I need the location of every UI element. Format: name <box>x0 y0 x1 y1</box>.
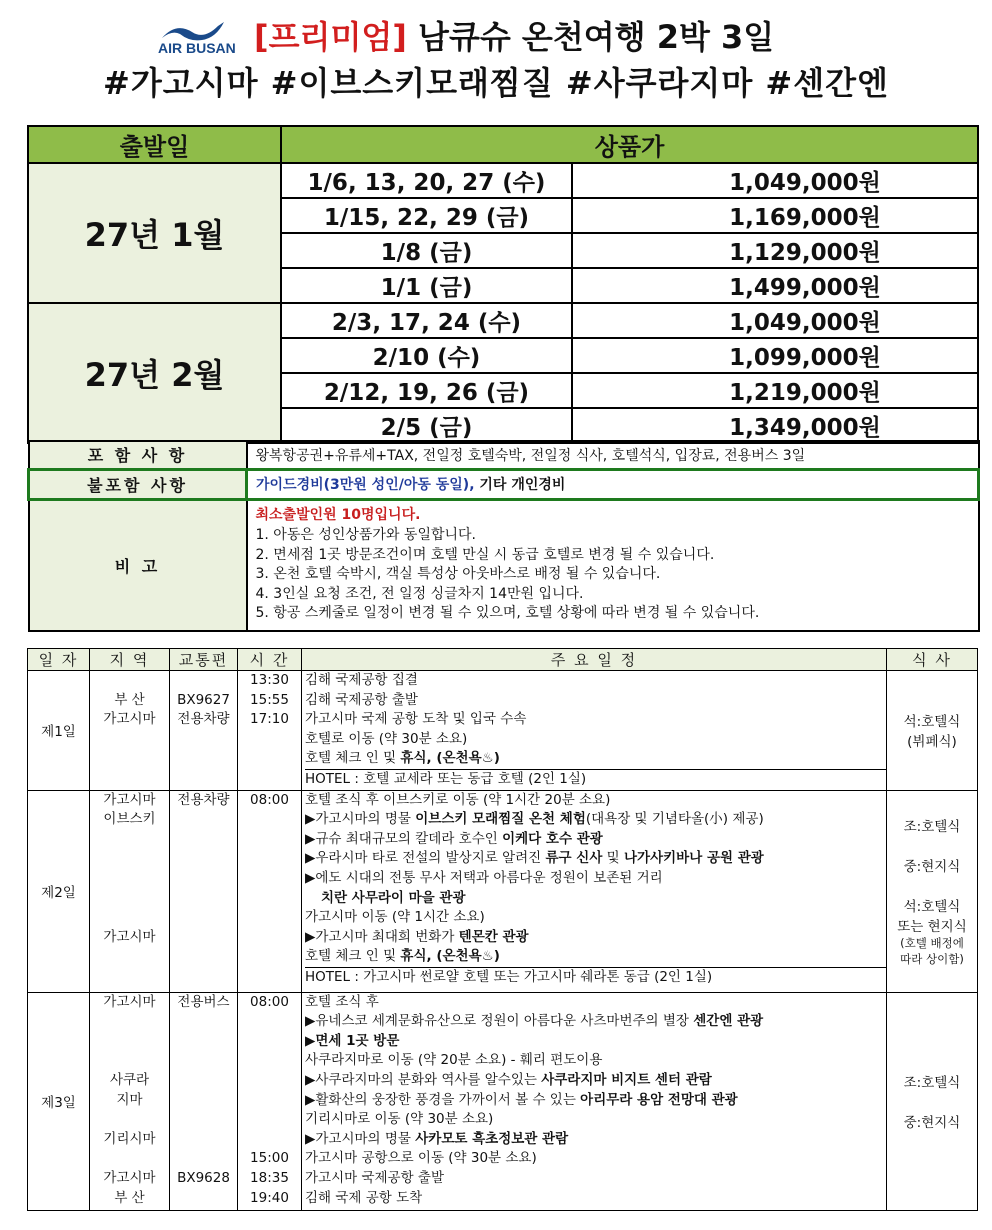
region-cell <box>90 671 170 791</box>
month-label: 27년 2월 <box>28 303 281 443</box>
itinerary-line: ▶규슈 최대규모의 칼데라 호수인 이케다 호수 관광 <box>305 830 603 847</box>
region-name: 가고시마 <box>103 928 156 945</box>
meal-item: 중:현지식 <box>903 1115 961 1132</box>
note-item: 3. 온천 호텔 숙박시, 객실 특성상 아웃바스로 배정 될 수 있습니다. <box>255 566 661 583</box>
itinerary-line: 기리시마로 이동 (약 30분 소요) <box>305 1111 494 1128</box>
time-cell <box>238 671 302 791</box>
excluded-value <box>247 469 979 499</box>
hashtags: #가고시마 #이브스키모래찜질 #사쿠라지마 #센간엔 <box>103 64 889 102</box>
itinerary-line: ▶활화산의 웅장한 풍경을 가까이서 볼 수 있는 아리무라 용암 전망대 관광 <box>305 1091 738 1108</box>
dates-cell: 2/3, 17, 24 (수) <box>281 303 572 338</box>
departure-header: 출발일 <box>28 126 281 163</box>
itinerary-line: 김해 국제 공항 도착 <box>305 1189 423 1206</box>
note-item: 4. 3인실 요청 조건, 전 일정 싱글차지 14만원 입니다. <box>255 585 584 602</box>
region-name: 가고시마 <box>103 711 156 728</box>
itinerary-line: ▶가고시마 최대희 번화가 텐몬칸 관광 <box>305 928 529 945</box>
transport-cell <box>170 992 238 1210</box>
transport-type: 전용차량 <box>177 791 230 808</box>
itinerary-line: ▶사쿠라지마의 분화와 역사를 알수있는 사쿠라지마 비지트 센터 관람 <box>305 1071 712 1088</box>
meals-cell <box>887 992 978 1210</box>
itinerary-line: 가고시마 국제 공항 도착 및 입국 수속 <box>305 711 527 728</box>
notes-list <box>247 499 979 631</box>
included-label: 포 함 사 항 <box>29 441 247 469</box>
region-name: 가고시마 <box>103 1169 156 1186</box>
region-name: 이브스키 <box>103 811 156 828</box>
price-table <box>27 125 979 444</box>
col-time: 시 간 <box>238 649 302 671</box>
page-header <box>0 8 992 104</box>
time-value: 17:10 <box>250 711 289 728</box>
price-cell: 1,129,000원 <box>572 233 978 268</box>
note-item: 5. 항공 스케줄로 일정이 변경 될 수 있으며, 호텔 상황에 따라 변경 될 수 있습니다. <box>255 605 760 622</box>
itinerary-cell <box>302 790 887 992</box>
price-cell: 1,169,000원 <box>572 198 978 233</box>
region-name: 부 산 <box>114 691 145 708</box>
itinerary-line: ▶유네스코 세계문화유산으로 정원이 아름다운 사츠마번주의 별장 센간엔 관광 <box>305 1013 764 1030</box>
itinerary-line: 김해 국제공항 집결 <box>305 672 418 688</box>
price-cell: 1,049,000원 <box>572 303 978 338</box>
itinerary-line: ▶가고시마의 명물 이브스키 모래찜질 온천 체험(대욕장 및 기념타올(小) 제공) <box>305 811 764 828</box>
itinerary-line: 가고시마 공항으로 이동 (약 30분 소요) <box>305 1150 537 1167</box>
itinerary-line: 호텔 조식 후 <box>305 993 379 1010</box>
price-cell: 1,349,000원 <box>572 408 978 443</box>
time-value: 19:40 <box>250 1189 289 1206</box>
transport-type: 전용버스 <box>177 993 230 1010</box>
itinerary-line: ▶우라시마 타로 전설의 발상지로 알려진 류구 신사 및 나가사키바나 공원 관광 <box>305 850 764 867</box>
dates-cell: 1/6, 13, 20, 27 (수) <box>281 163 572 198</box>
region-name: 사쿠라 <box>109 1071 150 1088</box>
itinerary-line: 호텔로 이동 (약 30분 소요) <box>305 730 468 747</box>
meal-item: 석:호텔식 <box>903 899 961 916</box>
excluded-label: 불포함 사항 <box>29 469 247 499</box>
price-cell: 1,499,000원 <box>572 268 978 303</box>
itinerary-line: 김해 국제공항 출발 <box>305 691 418 708</box>
region-name: 부 산 <box>114 1189 145 1206</box>
region-name: 가고시마 <box>103 993 156 1010</box>
dates-cell: 2/5 (금) <box>281 408 572 443</box>
flight-number: BX9627 <box>177 691 230 708</box>
air-busan-logo <box>158 18 236 58</box>
included-value: 왕복항공권+유류세+TAX, 전일정 호텔숙박, 전일정 식사, 호텔석식, 입장료, 전용버스 3일 <box>247 441 979 469</box>
day-label: 제2일 <box>28 790 90 992</box>
hotel-info: HOTEL : 호텔 교세라 또는 동급 호텔 (2인 1실) <box>305 769 886 790</box>
time-value: 08:00 <box>250 791 289 808</box>
schedule-table <box>27 648 978 1211</box>
day-label: 제3일 <box>28 992 90 1210</box>
transport-cell <box>170 671 238 791</box>
transport-type: 전용차량 <box>177 711 230 728</box>
logo-text: AIR BUSAN <box>158 40 236 56</box>
price-cell: 1,219,000원 <box>572 373 978 408</box>
transport-cell <box>170 790 238 992</box>
meal-note: (호텔 배정에 <box>900 936 964 951</box>
other-expense: 기타 개인경비 <box>474 477 566 493</box>
col-transport: 교통편 <box>170 649 238 671</box>
itinerary-line: 치란 사무라이 마을 관광 <box>321 889 466 906</box>
meal-note: 따라 상이함) <box>900 952 964 967</box>
month-label: 27년 1월 <box>28 163 281 303</box>
meal-item: 또는 현지식 <box>897 919 967 936</box>
time-cell <box>238 992 302 1210</box>
dates-cell: 2/10 (수) <box>281 338 572 373</box>
region-name: 지마 <box>116 1091 143 1108</box>
region-cell <box>90 790 170 992</box>
price-cell: 1,049,000원 <box>572 163 978 198</box>
itinerary-line: 가고시마 이동 (약 1시간 소요) <box>305 909 485 926</box>
meal-item: 중:현지식 <box>903 859 961 876</box>
meal-item: (뷔페식) <box>907 734 957 751</box>
dates-cell: 1/1 (금) <box>281 268 572 303</box>
info-table <box>27 440 980 632</box>
itinerary-line: 호텔 체크 인 및 휴식, (온천욕♨) <box>305 948 500 965</box>
itinerary-line: ▶가고시마의 명물 사카모토 흑초정보관 관람 <box>305 1130 569 1147</box>
guide-fee: 가이드경비(3만원 성인/아동 동일), <box>256 477 475 493</box>
meal-item: 조:호텔식 <box>903 1075 961 1092</box>
col-itinerary: 주 요 일 정 <box>302 649 887 671</box>
flight-number: BX9628 <box>177 1169 230 1186</box>
itinerary-line: ▶면세 1곳 방문 <box>305 1032 400 1049</box>
dates-cell: 1/15, 22, 29 (금) <box>281 198 572 233</box>
meal-item: 조:호텔식 <box>903 819 961 836</box>
itinerary-line: 가고시마 국제공항 출발 <box>305 1169 444 1186</box>
hotel-info: HOTEL : 가고시마 썬로얄 호텔 또는 가고시마 쉐라톤 동급 (2인 1실) <box>305 967 886 988</box>
time-value: 18:35 <box>250 1169 289 1186</box>
time-cell <box>238 790 302 992</box>
price-cell: 1,099,000원 <box>572 338 978 373</box>
notes-label: 비 고 <box>29 499 247 631</box>
meal-item: 석:호텔식 <box>903 714 961 731</box>
itinerary-line: 호텔 체크 인 및 휴식, (온천욕♨) <box>305 750 500 767</box>
day-label: 제1일 <box>28 671 90 791</box>
page-title <box>254 12 774 58</box>
col-region: 지 역 <box>90 649 170 671</box>
itinerary-line: 호텔 조식 후 이브스키로 이동 (약 1시간 20분 소요) <box>305 791 611 808</box>
meals-cell <box>887 671 978 791</box>
title-text: 남큐슈 온천여행 2박 3일 <box>418 18 775 56</box>
itinerary-line: 사쿠라지마로 이동 (약 20분 소요) - 훼리 편도이용 <box>305 1052 603 1069</box>
note-item: 1. 아동은 성인상품가와 동일합니다. <box>255 527 476 544</box>
dates-cell: 2/12, 19, 26 (금) <box>281 373 572 408</box>
itinerary-cell <box>302 671 887 791</box>
price-header: 상품가 <box>281 126 978 163</box>
time-value: 08:00 <box>250 993 289 1010</box>
min-people-note: 최소출발인원 10명입니다. <box>255 507 421 524</box>
itinerary-line: ▶에도 시대의 전통 무사 저택과 아름다운 정원이 보존된 거리 <box>305 869 663 886</box>
time-value: 15:55 <box>250 691 289 708</box>
premium-tag: [프리미엄] <box>254 18 407 56</box>
time-value: 13:30 <box>250 672 289 688</box>
itinerary-cell <box>302 992 887 1210</box>
region-name: 기리시마 <box>103 1130 156 1147</box>
region-cell <box>90 992 170 1210</box>
col-day: 일 자 <box>28 649 90 671</box>
dates-cell: 1/8 (금) <box>281 233 572 268</box>
time-value: 15:00 <box>250 1150 289 1167</box>
col-meals: 식 사 <box>887 649 978 671</box>
region-name: 가고시마 <box>103 791 156 808</box>
note-item: 2. 면세점 1곳 방문조건이며 호텔 만실 시 동급 호텔로 변경 될 수 있습니다. <box>255 546 715 563</box>
meals-cell <box>887 790 978 992</box>
